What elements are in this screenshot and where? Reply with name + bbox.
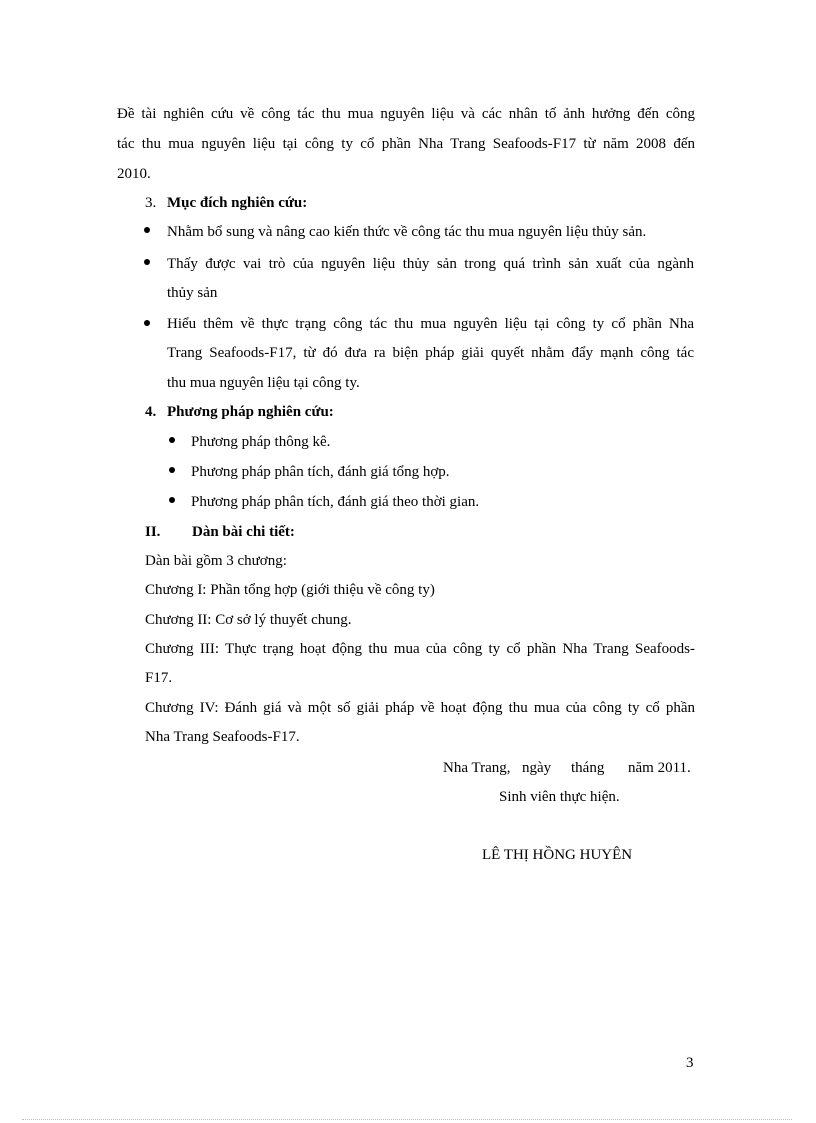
- intro-line-1: Đề tài nghiên cứu về công tác thu mua nguyên liệu và các nhân tố ảnh hưởng đến công: [117, 106, 695, 122]
- intro-line-2: tác thu mua nguyên liệu tại công ty cổ phần Nha Trang Seafoods-F17 từ năm 2008 đến: [117, 136, 695, 152]
- bullet-icon: [144, 227, 150, 233]
- signature-place: Nha Trang,: [443, 760, 511, 776]
- section-ii-number: II.: [145, 524, 161, 540]
- chapter-4-line-2: Nha Trang Seafoods-F17.: [145, 729, 300, 745]
- page-number: 3: [686, 1055, 694, 1071]
- section-4-title: Phương pháp nghiên cứu:: [167, 404, 334, 420]
- section-3-item-3-line-2: Trang Seafoods-F17, từ đó đưa ra biện pháp giải quyết nhằm đẩy mạnh công tác: [167, 345, 694, 361]
- section-3-item-1: Nhằm bổ sung và nâng cao kiến thức về công tác thu mua nguyên liệu thủy sản.: [167, 224, 647, 240]
- signature-name: LÊ THỊ HỒNG HUYÊN: [482, 847, 633, 863]
- chapter-3-line-1: Chương III: Thực trạng hoạt động thu mua của công ty cổ phần Nha Trang Seafoods-: [145, 641, 695, 657]
- section-3-item-3-line-3: thu mua nguyên liệu tại công ty.: [167, 375, 360, 391]
- bullet-icon: [144, 320, 150, 326]
- section-3-title: Mục đích nghiên cứu:: [167, 195, 308, 211]
- section-3-number: 3.: [145, 195, 157, 211]
- section-4-item-1: Phương pháp thông kê.: [191, 434, 331, 450]
- section-3-item-3-line-1: Hiểu thêm về thực trạng công tác thu mua nguyên liệu tại công ty cổ phần Nha: [167, 316, 694, 332]
- chapter-1: Chương I: Phần tổng hợp (giới thiệu về công ty): [145, 582, 435, 598]
- signature-year: năm 2011.: [628, 760, 691, 776]
- bullet-icon: [169, 437, 175, 443]
- section-4-item-2: Phương pháp phân tích, đánh giá tổng hợp.: [191, 464, 450, 480]
- section-4-number: 4.: [145, 404, 157, 420]
- section-4-item-3: Phương pháp phân tích, đánh giá theo thời gian.: [191, 494, 480, 510]
- section-ii-title: Dàn bài chi tiết:: [192, 524, 295, 540]
- chapter-4-line-1: Chương IV: Đánh giá và một số giải pháp về hoạt động thu mua của công ty cổ phần: [145, 700, 695, 716]
- signature-day-label: ngày: [522, 760, 552, 776]
- intro-line-3: 2010.: [117, 166, 151, 182]
- page-bottom-divider: [22, 1119, 792, 1120]
- signature-month-label: tháng: [571, 760, 605, 776]
- bullet-icon: [144, 259, 150, 265]
- section-3-item-2-line-2: thủy sản: [167, 285, 218, 301]
- bullet-icon: [169, 497, 175, 503]
- bullet-icon: [169, 467, 175, 473]
- section-3-item-2-line-1: Thấy được vai trò của nguyên liệu thủy sản trong quá trình sản xuất của ngành: [167, 256, 694, 272]
- signature-role: Sinh viên thực hiện.: [499, 789, 620, 805]
- chapter-3-line-2: F17.: [145, 670, 173, 686]
- chapter-2: Chương II: Cơ sở lý thuyết chung.: [145, 612, 352, 628]
- outline-intro: Dàn bài gồm 3 chương:: [145, 553, 287, 569]
